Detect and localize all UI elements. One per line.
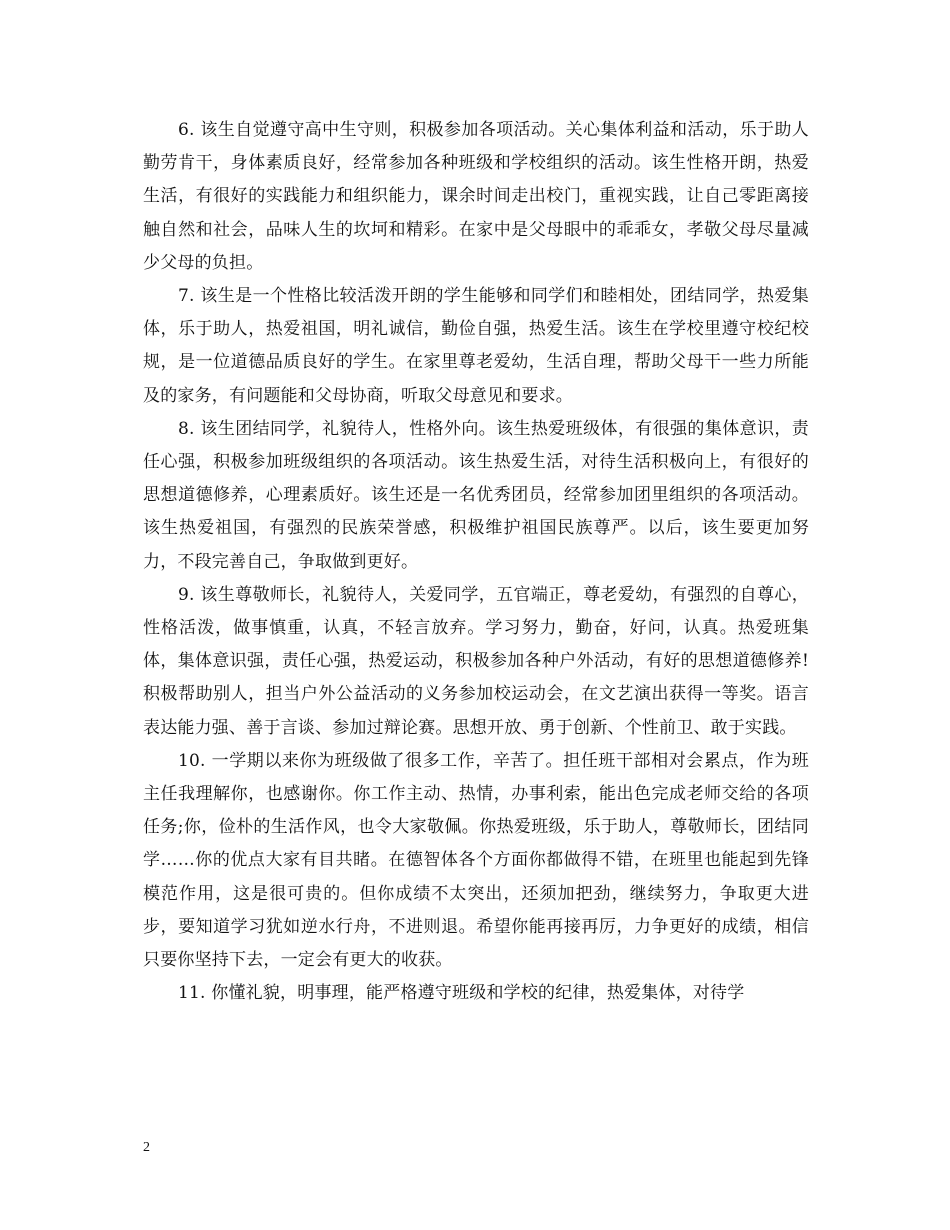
document-body [143, 114, 809, 1010]
paragraph-10: 10. 一学期以来你为班级做了很多工作，辛苦了。担任班干部相对会累点，作为班主任我理解你，也感谢你。你工作主动、热情，办事利索，能出色完成老师交给的各项任务;你，俭朴的生活作风，也令大家敬佩。你热爱班级，乐于助人，尊敬师长，团结同学……你的优点大家有目共睹。在德智体各个方面你都做得不错，在班里也能起到先锋模范作用，这是很可贵的。但你成绩不太突出，还须加把劲，继续努力，争取更大进步，要知道学习犹如逆水行舟，不进则退。希望你能再接再厉，力争更好的成绩，相信只要你坚持下去，一定会有更大的收获。 [143, 750, 809, 971]
paragraph-9: 9. 该生尊敬师长，礼貌待人，关爱同学，五官端正，尊老爱幼，有强烈的自尊心，性格活泼，做事慎重，认真，不轻言放弃。学习努力，勤奋，好问，认真。热爱班集体，集体意识强，责任心强，热爱运动，积极参加各种户外活动，有好的思想道德修养!积极帮助别人，担当户外公益活动的义务参加校运动会，在文艺演出获得一等奖。语言表达能力强、善于言谈、参加过辩论赛。思想开放、勇于创新、个性前卫、敢于实践。 [143, 584, 809, 738]
paragraph-6: 6. 该生自觉遵守高中生守则，积极参加各项活动。关心集体利益和活动，乐于助人勤劳肯干，身体素质良好，经常参加各种班级和学校组织的活动。该生性格开朗，热爱生活，有很好的实践能力和组织能力，课余时间走出校门，重视实践，让自己零距离接触自然和社会，品味人生的坎坷和精彩。在家中是父母眼中的乖乖女，孝敬父母尽量减少父母的负担。 [143, 120, 809, 273]
paragraph-8: 8. 该生团结同学，礼貌待人，性格外向。该生热爱班级体，有很强的集体意识，责任心强，积极参加班级组织的各项活动。该生热爱生活，对待生活积极向上，有很好的思想道德修养，心理素质好。该生还是一名优秀团员，经常参加团里组织的各项活动。该生热爱祖国，有强烈的民族荣誉感，积极维护祖国民族尊严。以后，该生要更加努力，不段完善自己，争取做到更好。 [143, 418, 809, 572]
paragraph-7: 7. 该生是一个性格比较活泼开朗的学生能够和同学们和睦相处，团结同学，热爱集体，乐于助人，热爱祖国，明礼诚信，勤俭自强，热爱生活。该生在学校里遵守校纪校规，是一位道德品质良好的学生。在家里尊老爱幼，生活自理，帮助父母干一些力所能及的家务，有问题能和父母协商，听取父母意见和要求。 [143, 286, 809, 406]
paragraph-11: 11. 你懂礼貌，明事理，能严格遵守班级和学校的纪律，热爱集体，对待学 [178, 983, 745, 1004]
page-number: 2 [143, 1140, 150, 1155]
